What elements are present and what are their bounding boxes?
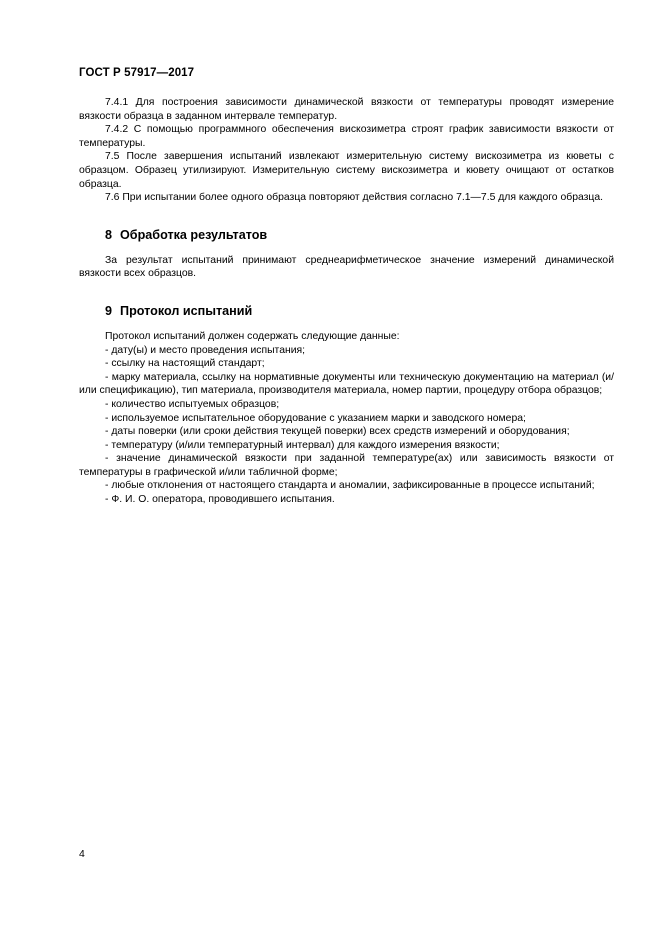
paragraph-7-5: 7.5 После завершения испытаний извлекают измерительную систему вискозиметра из кюветы с образцом. Образец утилизируют. Измерительную систему вискозиметра и кювету очищают от остатков образца. xyxy=(79,151,614,190)
section-title: Обработка результатов xyxy=(120,227,268,242)
section-heading-8 xyxy=(105,227,614,243)
section-heading-9 xyxy=(105,303,614,319)
page-content xyxy=(79,96,614,507)
section-title: Протокол испытаний xyxy=(120,303,253,318)
list-item: - дату(ы) и место проведения испытания; xyxy=(105,344,306,356)
list-item: - значение динамической вязкости при заданной температуре(ах) или зависимость вязкости от температуры в графической и/или табличной форме; xyxy=(79,453,614,478)
list-item: - Ф. И. О. оператора, проводившего испытания. xyxy=(105,494,335,506)
paragraph-7-6: 7.6 При испытании более одного образца повторяют действия согласно 7.1—7.5 для каждого образца. xyxy=(105,192,604,204)
paragraph-7-4-2: 7.4.2 С помощью программного обеспечения вискозиметра строят график зависимости вязкости от температуры. xyxy=(79,124,614,149)
protocol-items-list xyxy=(79,344,614,507)
list-item: - ссылку на настоящий стандарт; xyxy=(105,358,265,370)
list-item: - используемое испытательное оборудование с указанием марки и заводского номера; xyxy=(105,412,526,424)
list-item: - даты поверки (или сроки действия текущей поверки) всех средств измерений и оборудования; xyxy=(105,426,570,438)
page-number: 4 xyxy=(79,849,85,860)
running-header: ГОСТ Р 57917—2017 xyxy=(79,67,195,79)
list-item: - количество испытуемых образцов; xyxy=(105,398,280,410)
section-number: 9 xyxy=(105,303,113,318)
section-8-text: За результат испытаний принимают среднеарифметическое значение измерений динамической вязкости всех образцов. xyxy=(79,254,614,280)
list-item: - марку материала, ссылку на нормативные документы или техническую документацию на материал (и/или спецификацию), тип материала, производителя материала, номер партии, процедуру отбора образцов; xyxy=(79,371,614,397)
section-number: 8 xyxy=(105,227,113,242)
list-item: - температуру (и/или температурный интервал) для каждого измерения вязкости; xyxy=(105,439,500,451)
list-item: - любые отклонения от настоящего стандарта и аномалии, зафиксированные в процессе испытаний; xyxy=(105,480,595,492)
section-9-intro: Протокол испытаний должен содержать следующие данные: xyxy=(105,330,400,342)
paragraph-7-4-1: 7.4.1 Для построения зависимости динамической вязкости от температуры проводят измерение вязкости образца в заданном интервале температур. xyxy=(79,97,614,122)
